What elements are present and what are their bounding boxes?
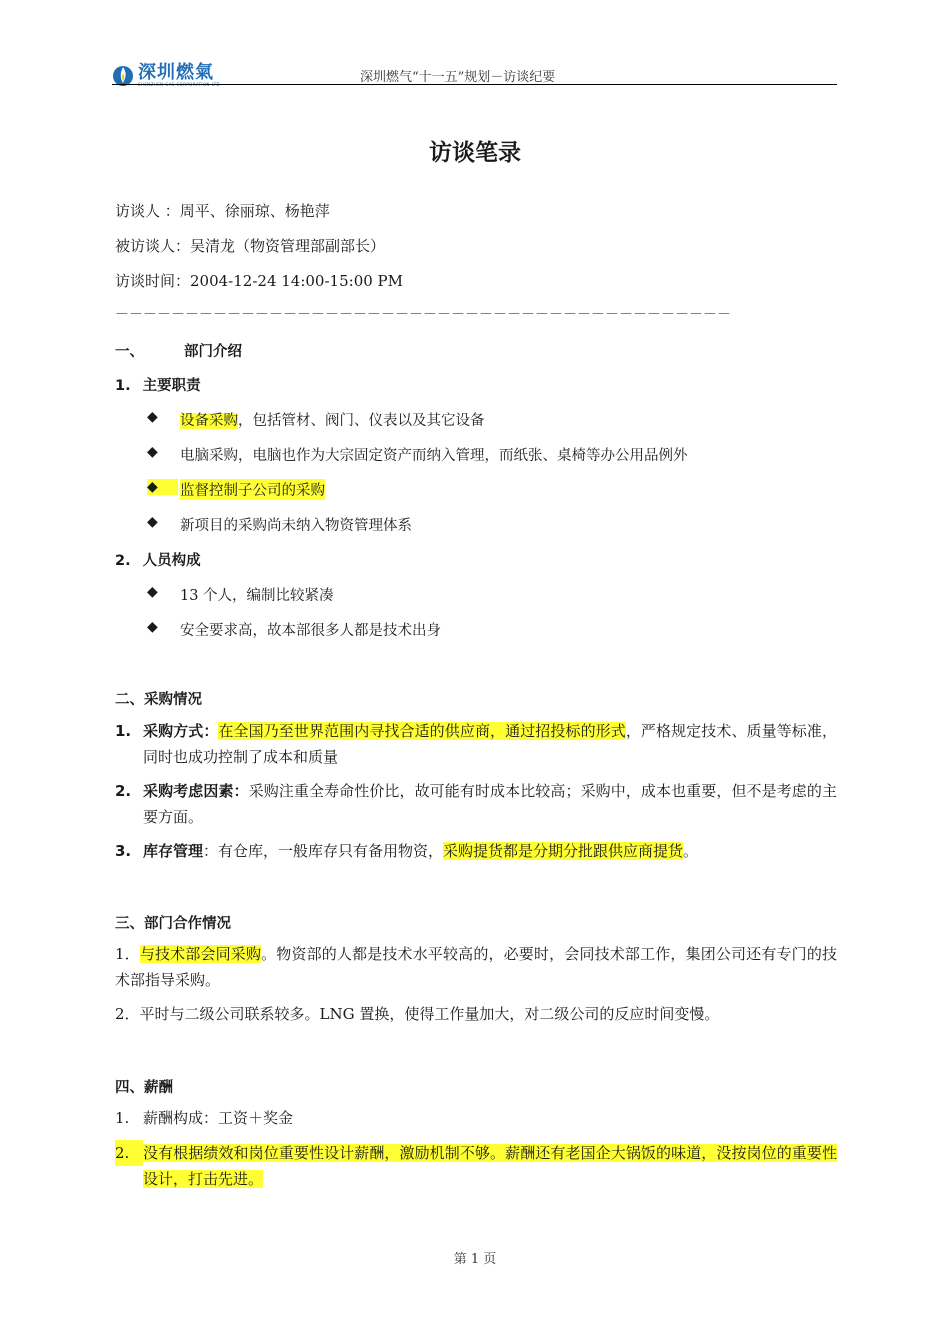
diamond-bullet-icon: ◆ bbox=[147, 479, 178, 495]
list-item: ◆ 设备采购，包括管材、阀门、仪表以及其它设备 bbox=[147, 409, 485, 429]
section1-heading bbox=[115, 340, 242, 361]
section4-item-1: 1. 薪酬构成：工资＋奖金 bbox=[115, 1109, 294, 1127]
document-title: 访谈笔录 bbox=[429, 139, 521, 166]
diamond-bullet-icon: ◆ bbox=[147, 584, 158, 600]
diamond-bullet-icon: ◆ bbox=[147, 409, 158, 425]
logo-text-en: SHENZHEN GAS CORPORATION LTD bbox=[138, 82, 221, 87]
diamond-bullet-icon: ◆ bbox=[147, 514, 158, 530]
interviewers: 访谈人 ：周平、徐丽琼、杨艳萍 bbox=[115, 202, 330, 220]
list-item: ◆ 新项目的采购尚未纳入物资管理体系 bbox=[147, 514, 412, 534]
section1-number: 一、 bbox=[115, 344, 144, 360]
section3-heading: 三、部门合作情况 bbox=[115, 916, 231, 932]
header-title: 深圳燃气“十一五”规划－访谈纪要 bbox=[360, 70, 556, 85]
diamond-bullet-icon: ◆ bbox=[147, 444, 158, 460]
list-item: ◆ 安全要求高，故本部很多人都是技术出身 bbox=[147, 619, 441, 639]
logo-text-cn: 深圳燃氣 bbox=[138, 62, 214, 83]
section3-item-1: 1．与技术部会同采购。物资部的人都是技术水平较高的，必要时，会同技术部工作，集团公司还有专门的技术部指导采购。 bbox=[115, 945, 837, 989]
list-item: ◆ 13 个人，编制比较紧凑 bbox=[147, 584, 334, 604]
interview-time: 访谈时间：2004-12-24 14:00-15:00 PM bbox=[115, 272, 403, 290]
section2-item-3: 3. 库存管理：有仓库，一般库存只有备用物资，采购提货都是分期分批跟供应商提货。 bbox=[115, 842, 699, 860]
section4-item-2: 2. 没有根据绩效和岗位重要性设计薪酬，激励机制不够。薪酬还有老国企大锅饭的味道，没按岗位的重要性设计，打击先进。 bbox=[115, 1140, 837, 1192]
section1-title: 部门介绍 bbox=[184, 344, 242, 360]
section2-item-1: 1. 采购方式：在全国乃至世界范围内寻找合适的供应商，通过招投标的形式，严格规定技术、质量等标准，同时也成功控制了成本和质量 bbox=[115, 722, 837, 766]
list-item: ◆ 监督控制子公司的采购 bbox=[147, 479, 325, 499]
page-number: 第 1 页 bbox=[453, 1252, 497, 1267]
diamond-bullet-icon: ◆ bbox=[147, 619, 158, 635]
header-divider bbox=[112, 84, 837, 85]
section3-item-2: 2．平时与二级公司联系较多。LNG 置换，使得工作量加大，对二级公司的反应时间变慢。 bbox=[115, 1005, 720, 1023]
list-item: ◆ 电脑采购，电脑也作为大宗固定资产而纳入管理，而纸张、桌椅等办公用品例外 bbox=[147, 444, 688, 464]
separator-line: －－－－－－－－－－－－－－－－－－－－－－－－－－－－－－－－－－－－－－－－－－－－ bbox=[115, 307, 731, 323]
subsection2-heading: 2. 人员构成 bbox=[115, 553, 201, 569]
section2-item-2: 2. 采购考虑因素：采购注重全寿命性价比，故可能有时成本比较高；采购中，成本也重要，但不是考虑的主要方面。 bbox=[115, 782, 837, 826]
interviewee: 被访谈人：吴清龙（物资管理部副部长） bbox=[115, 237, 386, 255]
subsection1-heading: 1. 主要职责 bbox=[115, 378, 201, 394]
section4-heading: 四、薪酬 bbox=[115, 1080, 173, 1096]
section2-heading: 二、采购情况 bbox=[115, 692, 202, 708]
